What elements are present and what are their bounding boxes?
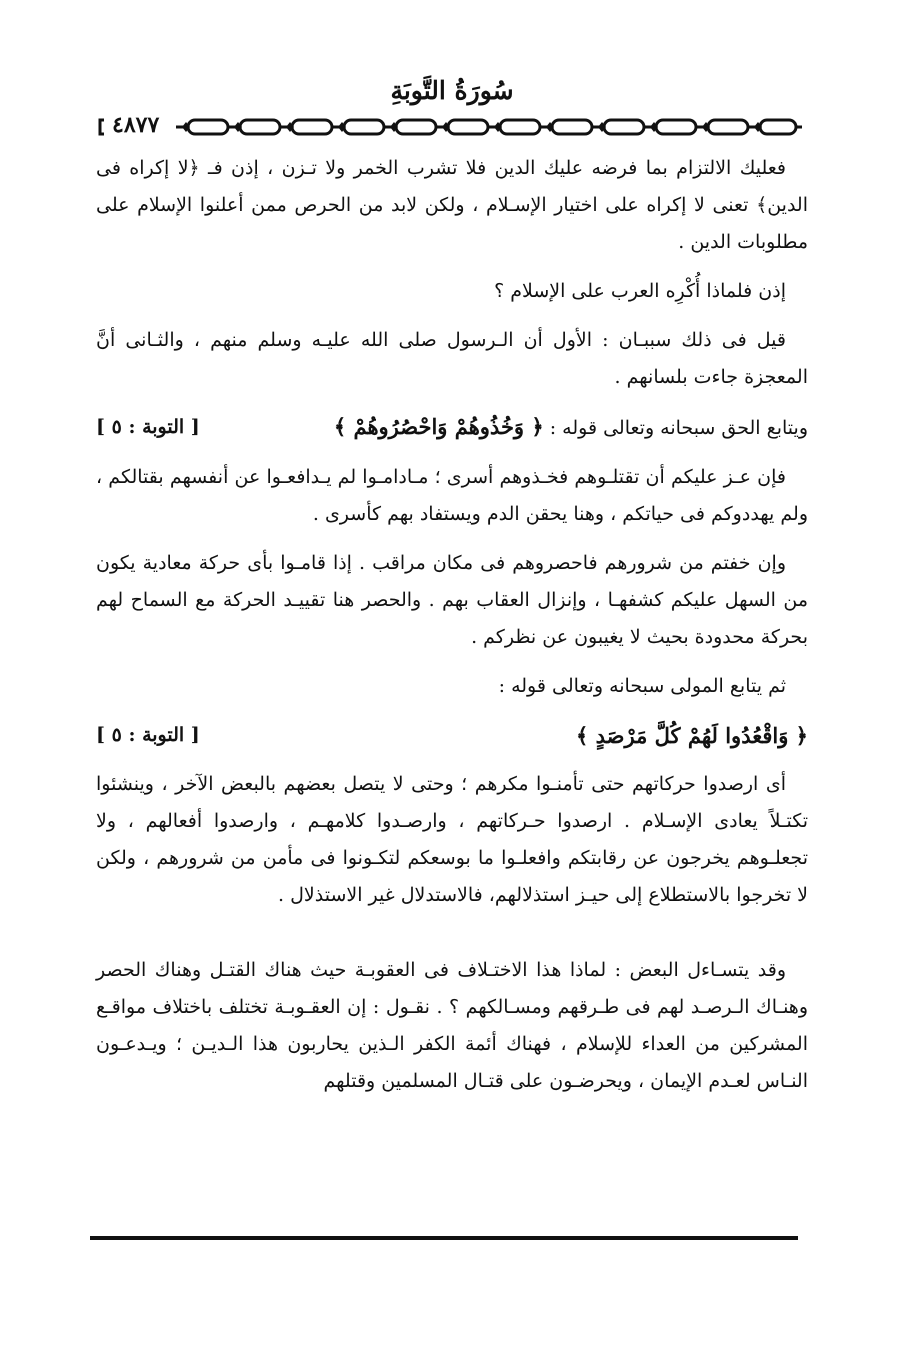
verse-line — [96, 408, 808, 447]
surah-title: سُورَةُ التَّوبَةِ — [390, 76, 514, 105]
paragraph: فإن عـز عليكم أن تقتلـوهم فخـذوهم أسرى ؛ مـادامـوا لم يـدافعـوا عن أنفسهم بقتالكم ، ولم يهددوكم فى حياتكم ، وهنا يحقن الدم ويستفاد بهم كأسرى . — [96, 466, 808, 525]
verse-intro: ويتابع الحق سبحانه وتعالى قوله : — [543, 417, 808, 439]
verse-reference: [ التوبة : ٥ ] — [96, 724, 200, 746]
paragraph: أى ارصدوا حركاتهم حتى تأمنـوا مكرهم ؛ وحتى لا يتصل بعضهم بالبعض الآخر ، وينشئوا تكتـلاً يعادى الإسـلام . ارصدوا حـركاتهم ، وارصـدوا كلامهـم ، وارصدوا أفعالهم ، ولا تجعلـوهم يخرجون عن رقابتكم وافعلـوا ما بوسعكم لتكـونوا فى مأمن من شرورهم ، ولكن لا تخرجوا بالاستطلاع إلى حيـز استذلالهم، فالاستدلال غير الاستذلال . — [96, 773, 808, 906]
page-number: ٤٨٧٧ — [112, 112, 160, 138]
paragraph: فعليك الالتزام بما فرضه عليك الدين فلا تشرب الخمر ولا تـزن ، إذن فـ ﴿لا إكراه فى الدين﴾ تعنى لا إكراه على اختيار الإسـلام ، ولكن لابد من الحرص ممن أعلنوا الإسلام على مطلوبات الدين . — [96, 157, 808, 253]
quran-verse: ﴿ وَخُذُوهُمْ وَاحْصُرُوهُمْ ﴾ — [333, 414, 544, 439]
paragraph: وقد يتسـاءل البعض : لماذا هذا الاختـلاف فى العقوبـة حيث هناك القتـل وهناك الحصر وهنـاك الـرصـد لهم فى طـرقهم ومسـالكهم ؟ . نقـول : إن العقـوبـة تختلف باختلاف مواقـع المشركين من العداء للإسلام ، فهناك أئمة الكفر الـذين يحاربون هذا الـديـن ؛ ويـدعـون النـاس لعـدم الإيمان ، ويحرضـون على قتـال المسلمين وقتلهم — [96, 959, 808, 1092]
paragraph: وإن خفتم من شرورهم فاحصروهم فى مكان مراقب . إذا قامـوا بأى حركة معادية يكون من السهل عليكم كشفهـا ، وإنزال العقاب بهم . والحصر هنا تقييـد الحركة مع السماح لهم بحركة محدودة بحيث لا يغيبون عن نظركم . — [96, 552, 808, 648]
verse-reference: [ التوبة : ٥ ] — [96, 416, 200, 438]
text-body — [96, 150, 808, 1112]
quran-verse: ﴿ وَاقْعُدُوا لَهُمْ كُلَّ مَرْصَدٍ ﴾ — [576, 723, 808, 748]
spacer — [96, 926, 808, 952]
footer-rule — [90, 1236, 798, 1240]
paragraph: إذن فلماذا أُكْرِه العرب على الإسلام ؟ — [494, 280, 786, 302]
verse-intro-group — [334, 408, 808, 447]
ornament-border-icon — [96, 116, 808, 138]
paragraph: قيل فى ذلك سببـان : الأول أن الـرسول صلى الله عليـه وسلم منهم ، والثـانى أنَّ المعجزة جاءت بلسانهم . — [96, 329, 808, 388]
page-header — [96, 70, 808, 140]
verse-line — [96, 717, 808, 754]
paragraph: ثم يتابع المولى سبحانه وتعالى قوله : — [498, 675, 786, 697]
